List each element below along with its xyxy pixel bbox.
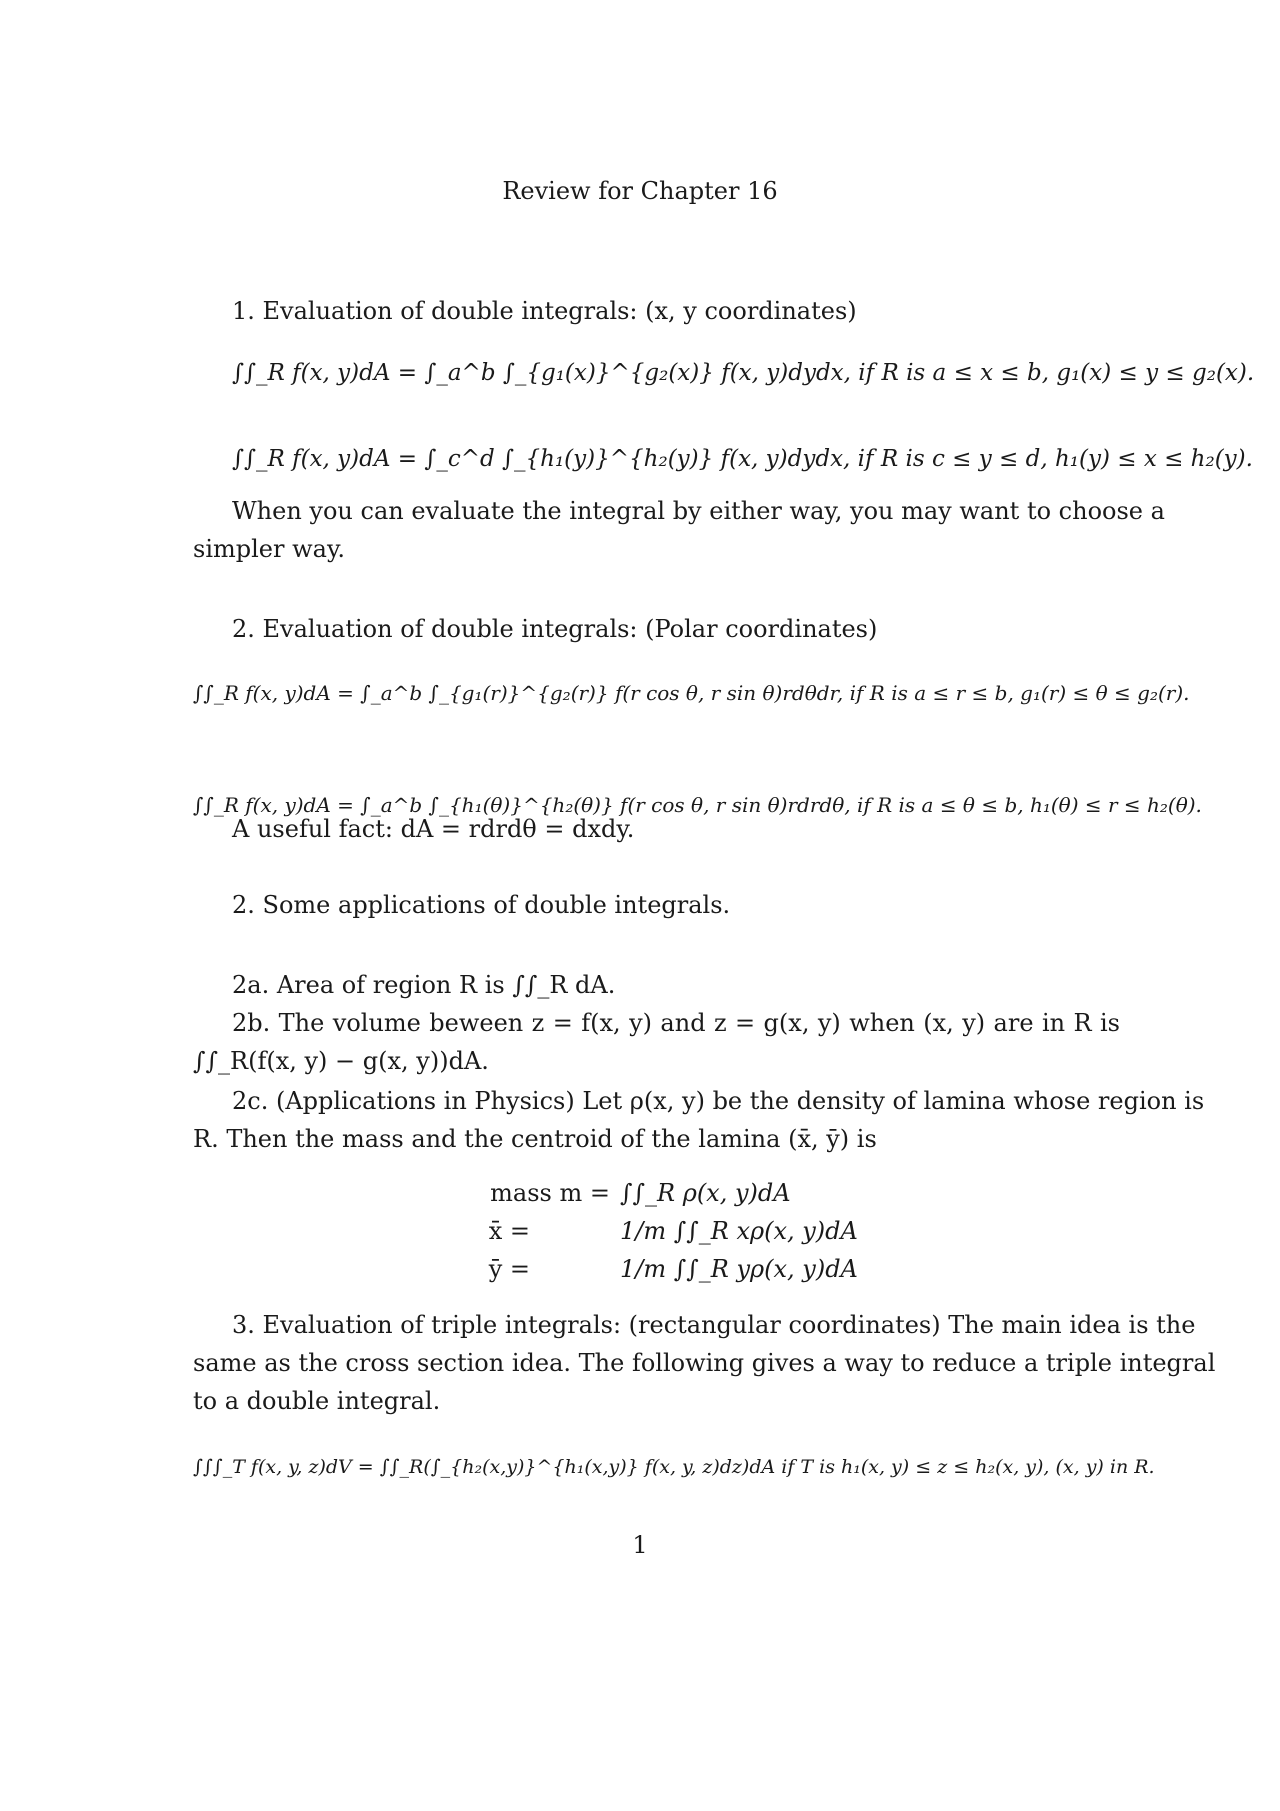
section-4-line-2: same as the cross section idea. The following gives a way to reduce a triple integral — [193, 1349, 1216, 1377]
section-3-item-2b-line-2: ∫∫_R(f(x, y) − g(x, y))dA. — [193, 1047, 489, 1075]
section-3-item-2c-line-1: 2c. (Applications in Physics) Let ρ(x, y) be the density of lamina whose region is — [232, 1087, 1205, 1115]
section-1-equation-1: ∫∫_R f(x, y)dA = ∫_a^b ∫_{g₁(x)}^{g₂(x)} f(x, y)dydx, if R is a ≤ x ≤ b, g₁(x) ≤ y ≤ g₂(x). — [232, 360, 1255, 386]
section-2-equation-2: ∫∫_R f(x, y)dA = ∫_a^b ∫_{h₁(θ)}^{h₂(θ)} f(r cos θ, r sin θ)rdrdθ, if R is a ≤ θ ≤ b, h₁(θ) ≤ r ≤ h₂(θ). — [193, 793, 1202, 817]
ybar-label: ȳ = — [488, 1255, 530, 1283]
section-4-line-1: 3. Evaluation of triple integrals: (rectangular coordinates) The main idea is the — [232, 1311, 1196, 1339]
xbar-label: x̄ = — [488, 1217, 530, 1245]
section-2-heading: 2. Evaluation of double integrals: (Polar coordinates) — [232, 615, 878, 643]
ybar-formula: 1/m ∫∫_R yρ(x, y)dA — [620, 1255, 858, 1283]
section-3-item-2c-line-2: R. Then the mass and the centroid of the lamina (x̄, ȳ) is — [193, 1125, 877, 1153]
page-title: Review for Chapter 16 — [502, 177, 778, 205]
section-2-useful-fact: A useful fact: dA = rdrdθ = dxdy. — [232, 815, 635, 843]
section-4-equation: ∫∫∫_T f(x, y, z)dV = ∫∫_R(∫_{h₂(x,y)}^{h₁(x,y)} f(x, y, z)dz)dA if T is h₁(x, y) ≤ z ≤ h₂(x, y), (x, y) in R. — [193, 1456, 1155, 1478]
page-number: 1 — [632, 1531, 648, 1559]
section-3-item-2a: 2a. Area of region R is ∫∫_R dA. — [232, 971, 616, 999]
section-2-equation-1: ∫∫_R f(x, y)dA = ∫_a^b ∫_{g₁(r)}^{g₂(r)} f(r cos θ, r sin θ)rdθdr, if R is a ≤ r ≤ b, g₁(r) ≤ θ ≤ g₂(r). — [193, 681, 1190, 705]
section-1-heading: 1. Evaluation of double integrals: (x, y coordinates) — [232, 297, 857, 325]
mass-formula: ∫∫_R ρ(x, y)dA — [620, 1179, 791, 1207]
section-1-note-line-2: simpler way. — [193, 535, 345, 563]
section-1-note-line-1: When you can evaluate the integral by either way, you may want to choose a — [232, 497, 1165, 525]
xbar-formula: 1/m ∫∫_R xρ(x, y)dA — [620, 1217, 858, 1245]
section-3-heading: 2. Some applications of double integrals. — [232, 891, 731, 919]
mass-label: mass m = — [490, 1179, 610, 1207]
section-4-line-3: to a double integral. — [193, 1387, 441, 1415]
mass-centroid-formulas — [480, 1178, 1000, 1298]
section-1-equation-2: ∫∫_R f(x, y)dA = ∫_c^d ∫_{h₁(y)}^{h₂(y)} f(x, y)dydx, if R is c ≤ y ≤ d, h₁(y) ≤ x ≤ h₂(y). — [232, 446, 1253, 472]
section-3-item-2b-line-1: 2b. The volume beween z = f(x, y) and z = g(x, y) when (x, y) are in R is — [232, 1009, 1120, 1037]
